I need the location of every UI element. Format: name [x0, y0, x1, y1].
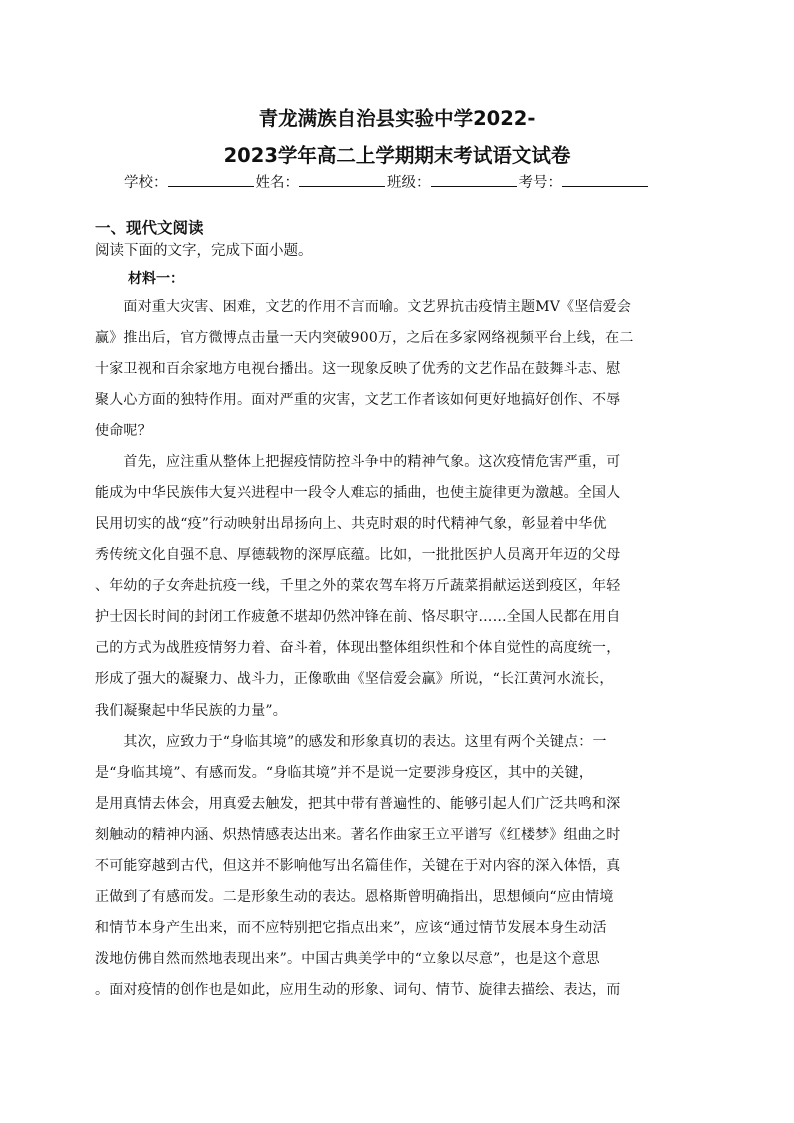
passage-line: 泼地仿佛自然而然地表现出来”。中国古典美学中的“立象以尽意”，也是这个意思 — [95, 951, 600, 967]
passage-line: 秀传统文化自强不息、厚德载物的深厚底蕴。比如，一批批医护人员离开年迈的父母 — [95, 547, 621, 563]
passage-line: 是用真情去体会，用真爱去触发，把其中带有普遍性的、能够引起人们广泛共鸣和深 — [95, 796, 621, 812]
passage-line: 己的方式为战胜疫情努力着、奋斗着，体现出整体组织性和个体自觉性的高度统一， — [95, 640, 621, 656]
passage-line: 赢》推出后，官方微博点击量一天内突破900万，之后在多家网络视频平台上线，在二 — [95, 330, 634, 346]
passage-line: 刻触动的精神内涵、炽热情感表达出来。著名作曲家王立平谱写《红楼梦》组曲之时 — [95, 827, 621, 843]
passage-line: 形成了强大的凝聚力、战斗力，正像歌曲《坚信爱会赢》所说，“长江黄河水流长， — [95, 671, 614, 687]
passage-line: 聚人心方面的独特作用。面对严重的灾害，文艺工作者该如何更好地搞好创作、不辱 — [95, 392, 621, 408]
exam-number-label: 考号： — [518, 175, 562, 191]
passage-line: 护士因长时间的封闭工作疲惫不堪却仍然冲锋在前、恪尽职守……全国人民都在用自 — [95, 609, 621, 625]
name-blank[interactable] — [299, 171, 385, 187]
passage-line: 。面对疫情的创作也是如此，应用生动的形象、词句、情节、旋律去描绘、表达，而 — [95, 982, 621, 998]
exam-title-line-1: 青龙满族自治县实验中学2022- — [258, 107, 536, 130]
class-blank[interactable] — [431, 171, 517, 187]
passage-line: 首先，应注重从整体上把握疫情防控斗争中的精神气象。这次疫情危害严重，可 — [95, 454, 621, 470]
material-label: 材料一： — [128, 271, 184, 287]
passage-line: 不可能穿越到古代，但这并不影响他写出名篇佳作，关键在于对内容的深入体悟，真 — [95, 858, 621, 874]
passage-line: 使命呢？ — [95, 423, 152, 439]
class-label: 班级： — [387, 175, 431, 191]
section-heading: 一、现代文阅读 — [95, 219, 204, 237]
passage-line: 、年幼的子女奔赴抗疫一线，千里之外的菜农驾车将万斤蔬菜捐献运送到疫区，年轻 — [95, 578, 621, 594]
passage-line: 是“身临其境”、有感而发。“身临其境”并不是说一定要涉身疫区，其中的关键， — [95, 765, 594, 781]
passage-line: 面对重大灾害、困难，文艺的作用不言而喻。文艺界抗击疫情主题MV《坚信爱会 — [95, 299, 632, 315]
passage-line: 十家卫视和百余家地方电视台播出。这一现象反映了优秀的文艺作品在鼓舞斗志、慰 — [95, 361, 621, 377]
passage-line: 能成为中华民族伟大复兴进程中一段令人难忘的插曲，也使主旋律更为激越。全国人 — [95, 485, 621, 501]
exam-number-blank[interactable] — [562, 171, 648, 187]
exam-title-line-2: 2023学年高二上学期期末考试语文试卷 — [223, 144, 571, 167]
passage-line: 正做到了有感而发。二是形象生动的表达。恩格斯曾明确指出，思想倾向“应由情境 — [95, 889, 614, 905]
passage-line: 我们凝聚起中华民族的力量”。 — [95, 703, 287, 719]
section-instruction: 阅读下面的文字，完成下面小题。 — [95, 243, 313, 259]
school-blank[interactable] — [168, 171, 254, 187]
school-label: 学校： — [124, 175, 168, 191]
passage-line: 民用切实的战“疫”行动映射出昂扬向上、共克时艰的时代精神气象，彰显着中华优 — [95, 516, 607, 532]
passage-line: 和情节本身产生出来，而不应特别把它指点出来”，应该“通过情节发展本身生动活 — [95, 920, 607, 936]
name-label: 姓名： — [255, 175, 299, 191]
passage-line: 其次，应致力于“身临其境”的感发和形象真切的表达。这里有两个关键点：一 — [95, 734, 607, 750]
student-info-row — [124, 171, 684, 192]
